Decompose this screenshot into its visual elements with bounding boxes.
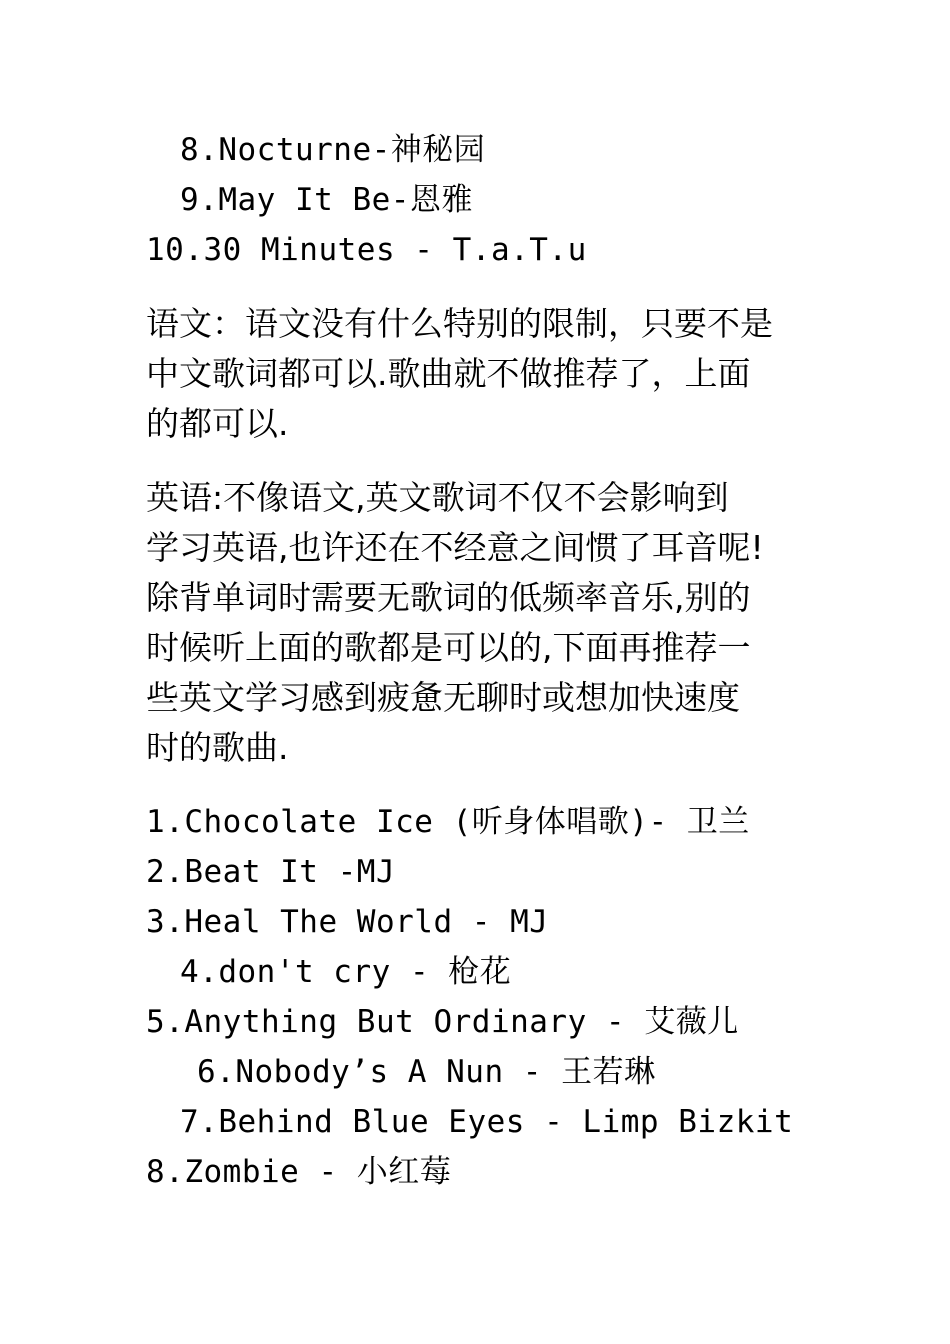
paragraph-line: 除背单词时需要无歌词的低频率音乐,别的: [146, 578, 751, 617]
paragraph-line: 语文：语文没有什么特别的限制，只要不是: [146, 304, 773, 343]
list-item: 1.Chocolate Ice (听身体唱歌)- 卫兰: [146, 804, 750, 840]
paragraph-line: 的都可以.: [146, 404, 289, 443]
list-item: 7.Behind Blue Eyes - Limp Bizkit: [180, 1104, 794, 1140]
paragraph-line: 中文歌词都可以.歌曲就不做推荐了，上面: [146, 354, 751, 393]
paragraph-line: 时候听上面的歌都是可以的,下面再推荐一: [146, 628, 751, 667]
list-item: 8.Nocturne-神秘园: [180, 132, 486, 168]
list-item: 10.30 Minutes - T.a.T.u: [146, 232, 587, 268]
list-item: 5.Anything But Ordinary - 艾薇儿: [146, 1004, 739, 1040]
list-item: 8.Zombie - 小红莓: [146, 1154, 452, 1190]
list-item: 3.Heal The World - MJ: [146, 904, 549, 940]
paragraph-line: 英语:不像语文,英文歌词不仅不会影响到: [146, 478, 729, 517]
paragraph-line: 时的歌曲.: [146, 728, 289, 767]
list-item: 2.Beat It -MJ: [146, 854, 396, 890]
paragraph-line: 学习英语,也许还在不经意之间惯了耳音呢!: [146, 528, 764, 567]
list-item: 9.May It Be-恩雅: [180, 182, 473, 218]
list-item: 6.Nobody’s A Nun - 王若琳: [197, 1054, 656, 1090]
paragraph-line: 些英文学习感到疲惫无聊时或想加快速度: [146, 678, 740, 717]
list-item: 4.don't cry - 枪花: [180, 954, 512, 990]
